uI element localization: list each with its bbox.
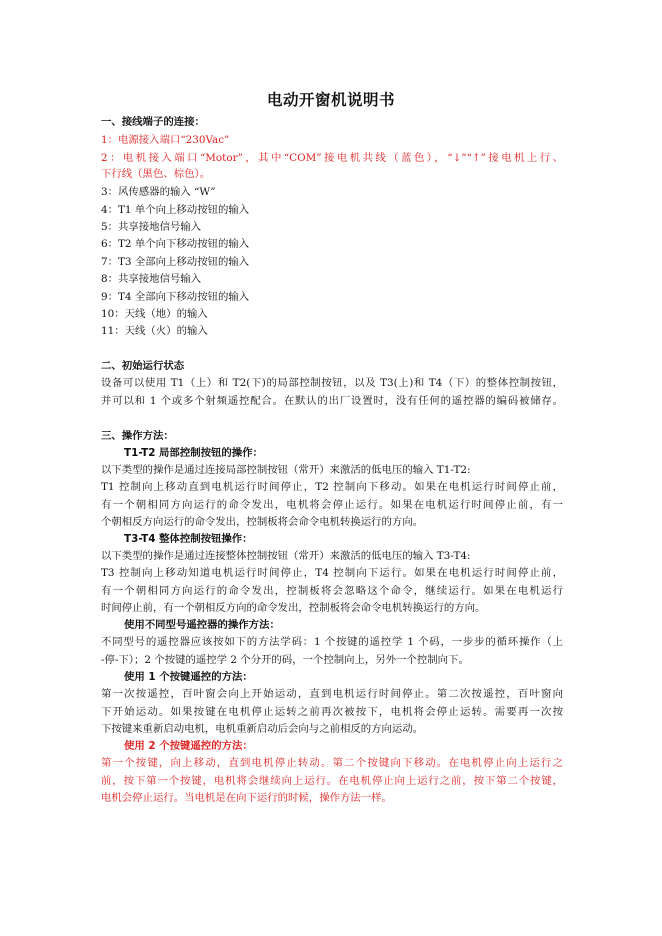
section2-heading: 二、初始运行状态 [101,360,185,372]
remote-line-1: 不同型号的遥控器应该按如下的方法学码：1 个按键的遥控学 1 个码，一步步的循环操作（上 [101,636,563,648]
terminal-item-6: 6：T2 单个向下移动按钮的输入 [101,238,250,250]
remote-line-2: -停-下）；2 个按键的遥控学 2 个分开的码，一个控制向上，另外一个控制向下。 [101,654,469,666]
section3-heading: 三、操作方法： [101,430,174,442]
two-key-line-3: 电机会停止运行。当电机是在向下运行的时候，操作方法一样。 [101,792,392,804]
one-key-line-1: 第一次按遥控，百叶窗会向上开始运动，直到电机运行时间停止。第二次按遥控，百叶窗向 [101,688,563,700]
terminal-item-3: 3：风传感器的输入 “W” [101,186,216,198]
one-key-line-3: 下按键来重新启动电机，电机重新启动后会向与之前相反的方向运动。 [101,723,424,735]
terminal-item-8: 8：共享接地信号输入 [101,273,202,285]
t12-line-4: 个朝相反方向运行的命令发出，控制板将会命令电机转换运行的方向。 [101,516,424,528]
t12-line-2: T1 控制向上移动直到电机运行时间停止，T2 控制向下移动。如果在电机运行时间停止前， [101,481,563,493]
terminal-item-4: 4：T1 单个向上移动按钮的输入 [101,204,250,216]
t34-heading: T3-T4 整体控制按钮操作： [124,533,253,545]
remote-heading: 使用不同型号遥控器的操作方法： [124,619,280,631]
terminal-item-2-cont: 下行线（黑色、棕色）。 [101,168,211,180]
terminal-item-11: 11：天线（火）的输入 [101,325,208,337]
section1-heading: 一、接线端子的连接： [101,116,205,128]
one-key-heading: 使用 1 个按键遥控的方法： [124,671,253,683]
t12-line-3: 有一个朝相同方向运行的命令发出，电机将会停止运行。如果在电机运行时间停止前，有一 [101,499,563,511]
t34-line-1: 以下类型的操作是通过连接整体控制按钮（常开）来激活的低电压的输入 T3-T4: [101,550,471,562]
one-key-line-2: 下开始运动。如果按键在电机停止运转之前再次被按下，电机将会停止运转。需要再一次按 [101,706,563,718]
terminal-item-5: 5：共享接地信号输入 [101,221,202,233]
terminal-item-1: 1：电源接入端口“230Vac” [101,134,230,146]
section2-line-2: 并可以和 1 个或多个射频遥控配合。在默认的出厂设置时，没有任何的遥控器的编码被储存。 [101,395,563,407]
t12-heading: T1-T2 局部控制按钮的操作： [124,447,263,459]
two-key-heading: 使用 2 个按键遥控的方法： [124,740,253,752]
t12-line-1: 以下类型的操作是通过连接局部控制按钮（常开）来激活的低电压的输入 T1-T2: [101,464,471,476]
section2-line-1: 设备可以使用 T1（上）和 T2(下)的局部控制按钮，以及 T3(上)和 T4（下）的整体控制按钮， [101,377,563,389]
terminal-item-10: 10：天线（地）的输入 [101,308,208,320]
terminal-item-7: 7：T3 全部向上移动按钮的输入 [101,256,250,268]
terminal-item-9: 9：T4 全部向下移动按钮的输入 [101,291,250,303]
document-title: 电动开窗机说明书 [266,91,395,109]
t34-line-2: T3 控制向上移动知道电机运行时间停止，T4 控制向下运行。如果在电机运行时间停止前， [101,567,563,579]
two-key-line-1: 第一个按键，向上移动，直到电机停止转动。第二个按键向下移动。在电机停止向上运行之 [101,757,563,769]
t34-line-3: 有一个朝相同方向运行的命令发出，控制板将会忽略这个命令，继续运行。如果在电机运行 [101,585,563,597]
two-key-line-2: 前，按下第一个按键，电机将会继续向上运行。在电机停止向上运行之前，按下第二个按键， [101,775,563,787]
terminal-item-2: 2：电机接入端口“Motor”，其中“COM”接电机共线（蓝色），“↓”“↑”接电机上行、 [101,152,563,164]
t34-line-4: 时间停止前，有一个朝相反方向的命令发出，控制板将会命令电机转换运行的方向。 [101,602,486,614]
